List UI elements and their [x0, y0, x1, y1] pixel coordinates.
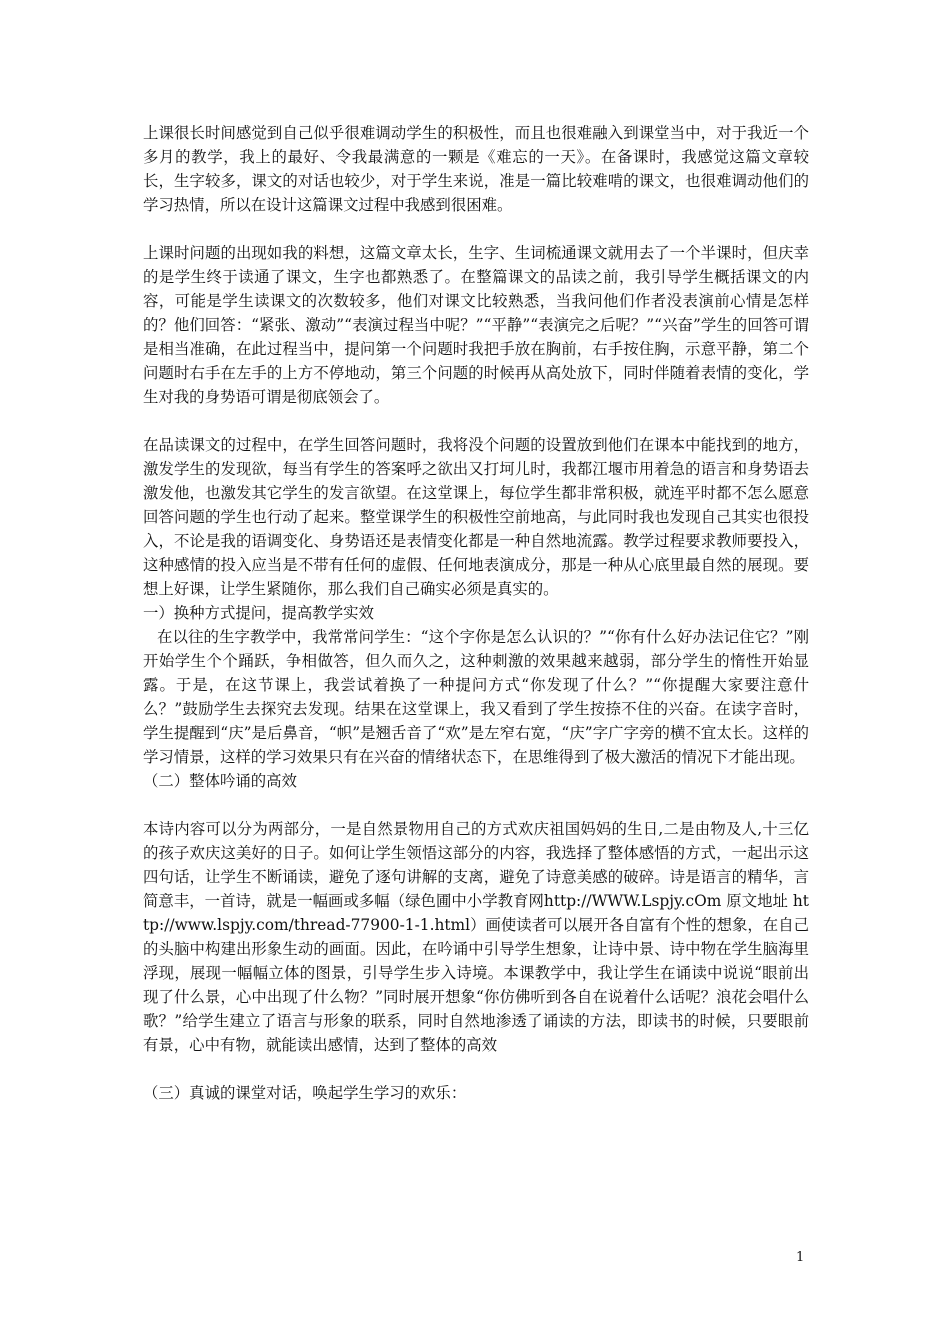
- paragraph-gap: [143, 793, 809, 817]
- paragraph-4: 在以往的生字教学中，我常常问学生：“这个字你是怎么认识的？”“你有什么好办法记住它？”刚开始学生个个踊跃，争相做答，但久而久之，这种刺激的效果越来越弱，部分学生的惰性开始显露。于是，在这节课上，我尝试着换了一种提问方式“你发现了什么？”“你提醒大家要注意什么？”鼓励学生去探究去发现。结果在这堂课上，我又看到了学生按捺不住的兴奋。在读字音时，学生提醒到“庆”是后鼻音，“帜”是翘舌音了“欢”是左窄右宽，“庆”字广字旁的横不宜太长。这样的学习情景，这样的学习效果只有在兴奋的情绪状态下，在思维得到了极大激活的情况下才能出现。: [143, 628, 809, 766]
- paragraph-2: 上课时问题的出现如我的料想，这篇文章太长，生字、生词梳通课文就用去了一个半课时，但庆幸的是学生终于读通了课文，生字也都熟悉了。在整篇课文的品读之前，我引导学生概括课文的内容，可能是学生读课文的次数较多，他们对课文比较熟悉，当我问他们作者没表演前心情是怎样的？他们回答：“紧张、激动”“表演过程当中呢？”“平静”“表演完之后呢？”“兴奋”学生的回答可谓是相当准确，在此过程当中，提问第一个问题时我把手放在胸前，右手按住胸，示意平静，第二个问题时右手在左手的上方不停地动，第三个问题的时候再从高处放下，同时伴随着表情的变化，学生对我的身势语可谓是彻底领会了。: [143, 244, 809, 406]
- paragraph-gap: [143, 1057, 809, 1081]
- paragraph-gap: [143, 217, 809, 241]
- section-heading-1: 一）换种方式提问，提高教学实效: [143, 604, 374, 622]
- paragraph-gap: [143, 409, 809, 433]
- paragraph-3: 在品读课文的过程中，在学生回答问题时，我将没个问题的设置放到他们在课本中能找到的地方，激发学生的发现欲，每当有学生的答案呼之欲出又打坷儿时，我都江堰市用着急的语言和身势语去激发他，也激发其它学生的发言欲望。在这堂课上，每位学生都非常积极，就连平时都不怎么愿意回答问题的学生也行动了起来。整堂课学生的积极性空前地高，与此同时我也发现自己其实也很投入，不论是我的语调变化、身势语还是表情变化都是一种自然地流露。教学过程要求教师要投入，这种感情的投入应当是不带有任何的虚假、任何地表演成分，那是一种从心底里最自然的展现。要想上好课，让学生紧随你，那么我们自己确实必须是真实的。: [143, 436, 809, 598]
- document-body: [143, 121, 809, 1105]
- section-heading-3: （三）真诚的课堂对话，唤起学生学习的欢乐：: [143, 1084, 467, 1102]
- page-number: 1: [796, 1250, 805, 1265]
- paragraph-1: 上课很长时间感觉到自己似乎很难调动学生的积极性，而且也很难融入到课堂当中，对于我近一个多月的教学，我上的最好、令我最满意的一颗是《难忘的一天》。在备课时，我感觉这篇文章较长，生字较多，课文的对话也较少，对于学生来说，准是一篇比较难啃的课文，也很难调动他们的学习热情，所以在设计这篇课文过程中我感到很困难。: [143, 124, 809, 214]
- paragraph-5: 本诗内容可以分为两部分，一是自然景物用自己的方式欢庆祖国妈妈的生日,二是由物及人,十三亿的孩子欢庆这美好的日子。如何让学生领悟这部分的内容，我选择了整体感悟的方式，一起出示这四句话，让学生不断诵读，避免了逐句讲解的支离，避免了诗意美感的破碎。诗是语言的精华，言简意丰，一首诗，就是一幅画或多幅（绿色圃中小学教育网http://WWW.Lspjy.cOm 原文地址 http://www.lspjy.com/thread-77900-1-1.html）画使读者可以展开各自富有个性的想象，在自己的头脑中构建出形象生动的画面。因此，在吟诵中引导学生想象，让诗中景、诗中物在学生脑海里浮现，展现一幅幅立体的图景，引导学生步入诗境。本课教学中，我让学生在诵读中说说“眼前出现了什么景，心中出现了什么物？”同时展开想象“你仿佛听到各自在说着什么话呢？浪花会唱什么歌？”给学生建立了语言与形象的联系，同时自然地渗透了诵读的方法，即读书的时候，只要眼前有景，心中有物，就能读出感情，达到了整体的高效: [143, 820, 809, 1054]
- section-heading-2: （二）整体吟诵的高效: [143, 772, 297, 790]
